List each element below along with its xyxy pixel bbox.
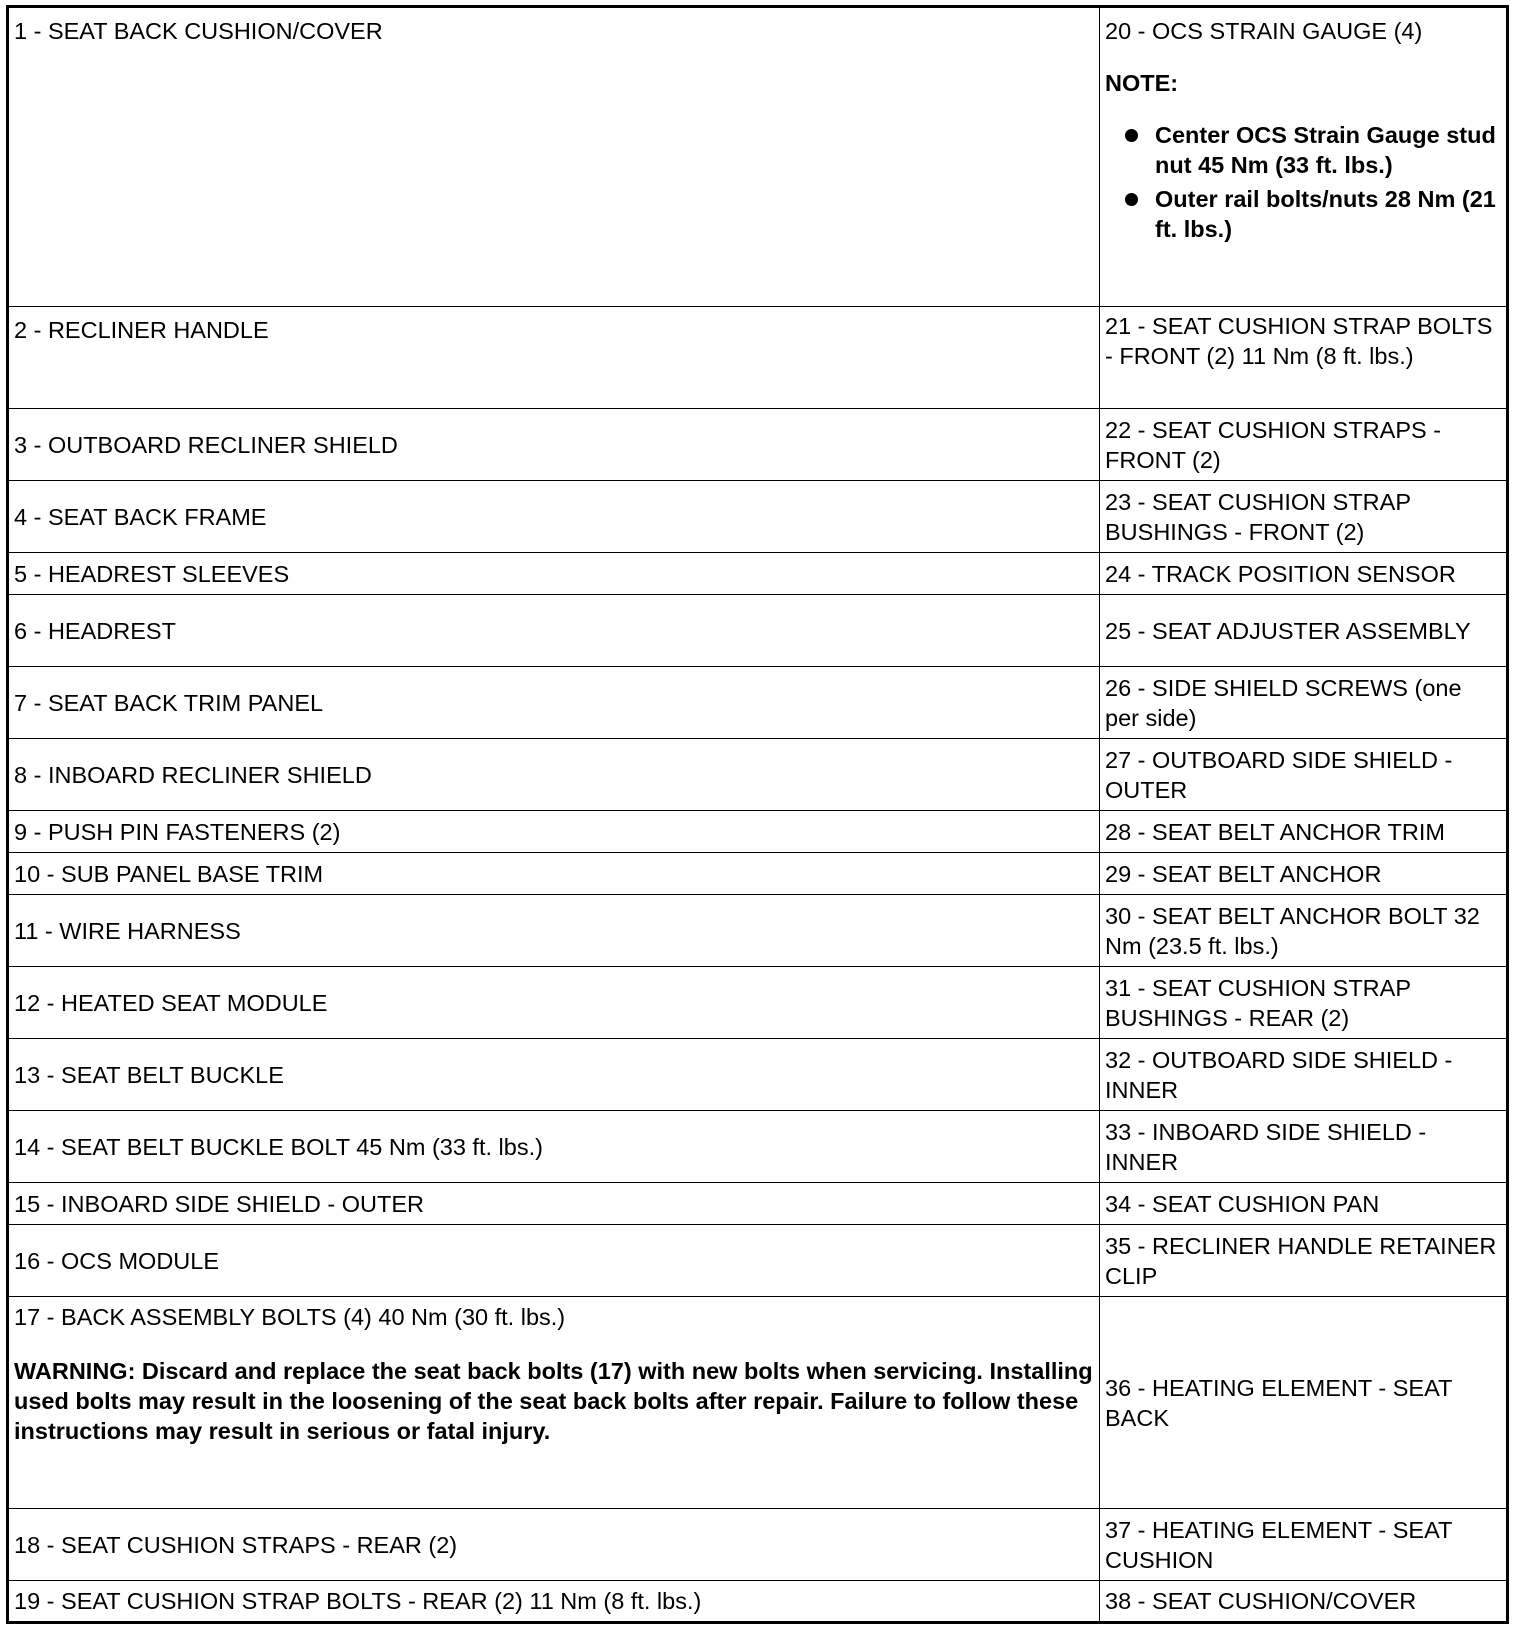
legend-cell-right: 30 - SEAT BELT ANCHOR BOLT 32 Nm (23.5 ft. lbs.) [1100,895,1508,967]
legend-cell-right: 27 - OUTBOARD SIDE SHIELD - OUTER [1100,739,1508,811]
note-item: Center OCS Strain Gauge stud nut 45 Nm (33 ft. lbs.) [1105,120,1502,180]
table-row [8,595,1508,667]
legend-cell-right: 22 - SEAT CUSHION STRAPS - FRONT (2) [1100,409,1508,481]
table-row [8,739,1508,811]
legend-cell-left: 16 - OCS MODULE [8,1225,1100,1297]
table-row [8,7,1508,307]
legend-cell-left: 4 - SEAT BACK FRAME [8,481,1100,553]
note-label: NOTE: [1105,70,1179,96]
legend-cell-left [8,1297,1100,1509]
legend-cell-left: 18 - SEAT CUSHION STRAPS - REAR (2) [8,1509,1100,1581]
table-row [8,409,1508,481]
legend-cell-left: 12 - HEATED SEAT MODULE [8,967,1100,1039]
legend-cell-right: 24 - TRACK POSITION SENSOR [1100,553,1508,595]
legend-cell-right: 21 - SEAT CUSHION STRAP BOLTS - FRONT (2) 11 Nm (8 ft. lbs.) [1100,307,1508,409]
legend-item-20: 20 - OCS STRAIN GAUGE (4) [1105,18,1423,44]
legend-cell-left: 10 - SUB PANEL BASE TRIM [8,853,1100,895]
table-row [8,307,1508,409]
legend-cell-right: 26 - SIDE SHIELD SCREWS (one per side) [1100,667,1508,739]
table-row [8,1183,1508,1225]
table-row [8,967,1508,1039]
legend-cell-right: 35 - RECLINER HANDLE RETAINER CLIP [1100,1225,1508,1297]
legend-cell-left: 13 - SEAT BELT BUCKLE [8,1039,1100,1111]
note-item: Outer rail bolts/nuts 28 Nm (21 ft. lbs.) [1105,184,1502,244]
legend-cell-right: 25 - SEAT ADJUSTER ASSEMBLY [1100,595,1508,667]
legend-item-17: 17 - BACK ASSEMBLY BOLTS (4) 40 Nm (30 ft. lbs.) [14,1304,566,1330]
legend-cell-left: 3 - OUTBOARD RECLINER SHIELD [8,409,1100,481]
warning-text: WARNING: Discard and replace the seat back bolts (17) with new bolts when servicing. Installing used bolts may result in the loosening of the seat back bolts after repair. Failure to follow these instructions may result in serious or fatal injury. [14,1358,1093,1444]
legend-cell-right [1100,7,1508,307]
table-row [8,553,1508,595]
legend-cell-left: 14 - SEAT BELT BUCKLE BOLT 45 Nm (33 ft. lbs.) [8,1111,1100,1183]
legend-cell-left: 1 - SEAT BACK CUSHION/COVER [8,7,1100,307]
legend-cell-right: 33 - INBOARD SIDE SHIELD - INNER [1100,1111,1508,1183]
table-row [8,811,1508,853]
legend-cell-right: 31 - SEAT CUSHION STRAP BUSHINGS - REAR (2) [1100,967,1508,1039]
table-row [8,1111,1508,1183]
legend-cell-left: 7 - SEAT BACK TRIM PANEL [8,667,1100,739]
legend-cell-right: 29 - SEAT BELT ANCHOR [1100,853,1508,895]
legend-cell-right: 38 - SEAT CUSHION/COVER [1100,1581,1508,1623]
table-row [8,1225,1508,1297]
table-row [8,853,1508,895]
table-row [8,1581,1508,1623]
legend-cell-right: 34 - SEAT CUSHION PAN [1100,1183,1508,1225]
table-row [8,1039,1508,1111]
legend-cell-left: 2 - RECLINER HANDLE [8,307,1100,409]
legend-cell-right: 36 - HEATING ELEMENT - SEAT BACK [1100,1297,1508,1509]
legend-cell-left: 8 - INBOARD RECLINER SHIELD [8,739,1100,811]
table-row [8,1297,1508,1509]
legend-cell-left: 6 - HEADREST [8,595,1100,667]
table-row [8,895,1508,967]
note-list [1105,120,1502,244]
legend-cell-right: 37 - HEATING ELEMENT - SEAT CUSHION [1100,1509,1508,1581]
table-row [8,1509,1508,1581]
legend-cell-left: 5 - HEADREST SLEEVES [8,553,1100,595]
legend-cell-left: 9 - PUSH PIN FASTENERS (2) [8,811,1100,853]
legend-cell-right: 28 - SEAT BELT ANCHOR TRIM [1100,811,1508,853]
legend-cell-left: 15 - INBOARD SIDE SHIELD - OUTER [8,1183,1100,1225]
legend-cell-left: 11 - WIRE HARNESS [8,895,1100,967]
table-row [8,481,1508,553]
legend-cell-left: 19 - SEAT CUSHION STRAP BOLTS - REAR (2) 11 Nm (8 ft. lbs.) [8,1581,1100,1623]
legend-cell-right: 32 - OUTBOARD SIDE SHIELD - INNER [1100,1039,1508,1111]
table-row [8,667,1508,739]
parts-legend-table [6,5,1509,1624]
legend-cell-right: 23 - SEAT CUSHION STRAP BUSHINGS - FRONT (2) [1100,481,1508,553]
